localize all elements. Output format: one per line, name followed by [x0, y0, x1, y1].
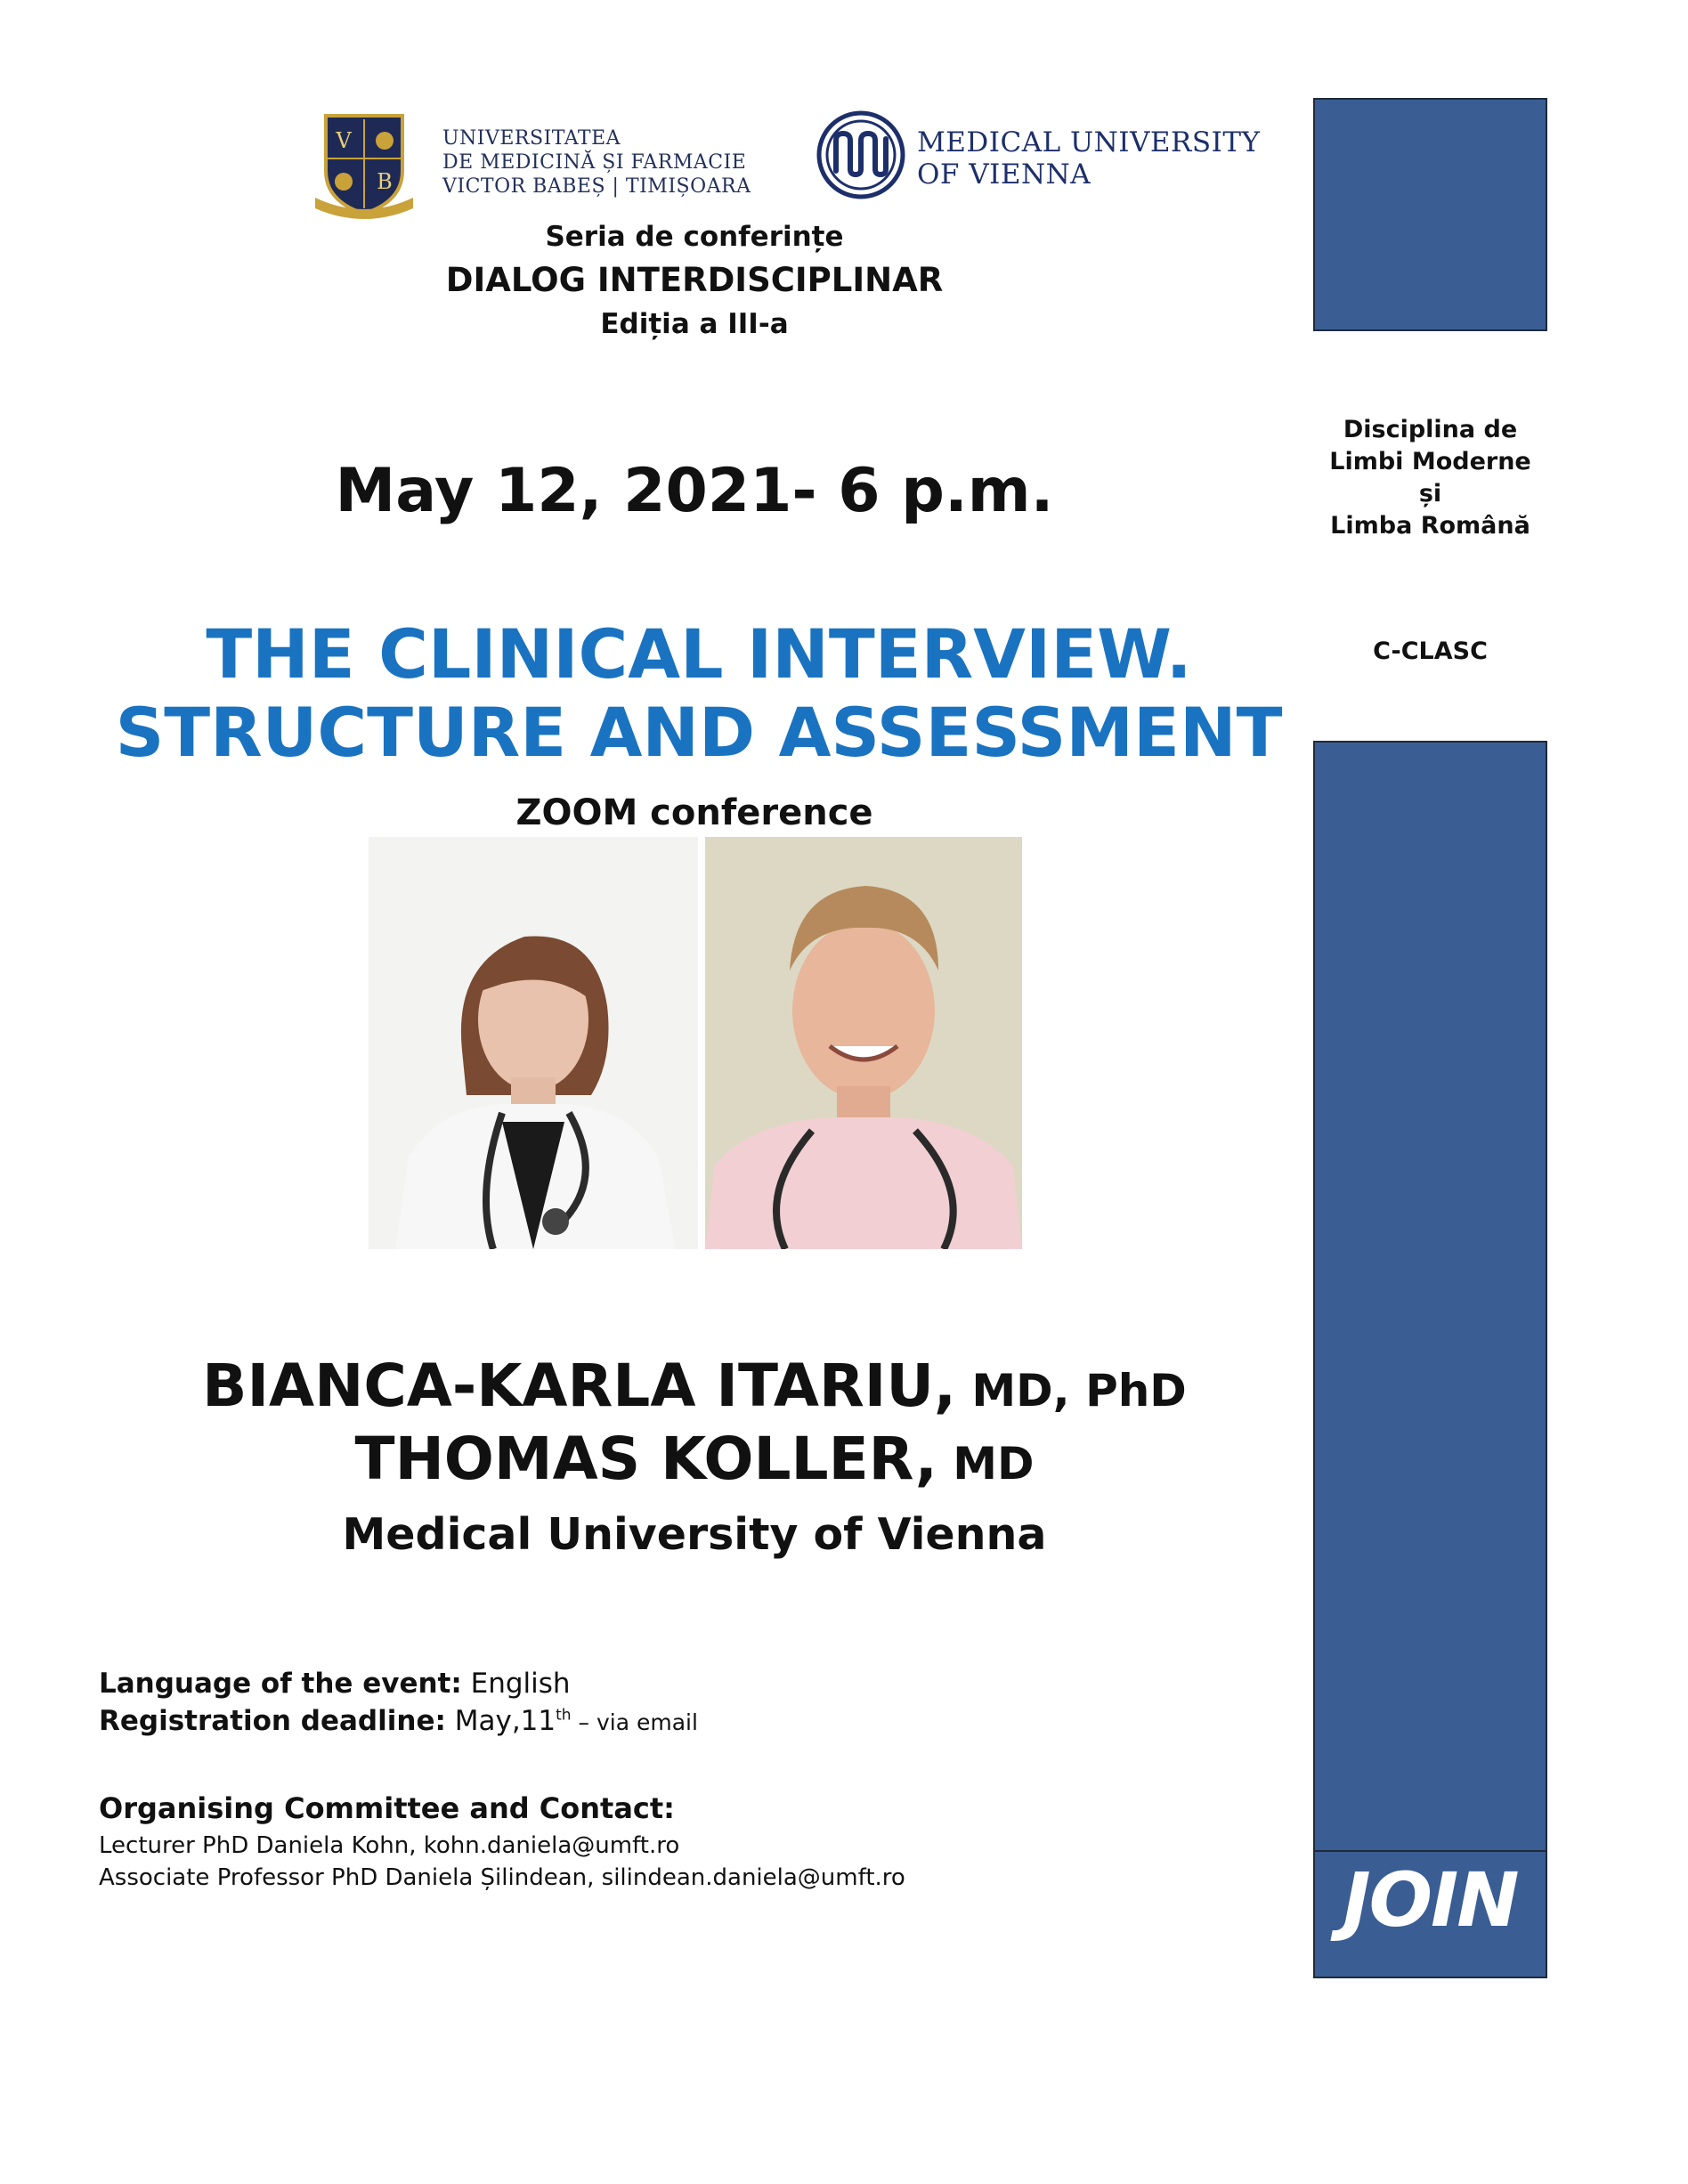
umf-line-2: DE MEDICINĂ ȘI FARMACIE	[442, 151, 747, 174]
series-label: Seria de conferințe	[545, 221, 844, 253]
organising-title: Organising Committee and Contact:	[99, 1791, 675, 1825]
speaker-1-name: BIANCA-KARLA ITARIU,	[202, 1352, 956, 1420]
umf-crest-logo	[308, 109, 420, 221]
deadline-label: Registration deadline:	[99, 1705, 446, 1737]
speaker-photo-1	[369, 837, 698, 1249]
deadline-suffix: th	[556, 1706, 572, 1725]
sidebar-main-block	[1313, 741, 1547, 1978]
language-label: Language of the event:	[99, 1668, 462, 1700]
series-name: DIALOG INTERDISCIPLINAR	[445, 261, 944, 299]
speaker-2-degree: MD	[937, 1438, 1035, 1490]
c-clasc-tag: C-CLASC	[1373, 637, 1488, 665]
event-title-line-1: THE CLINICAL INTERVIEW.	[206, 614, 1192, 694]
discipline-label	[1313, 414, 1547, 542]
muv-line-1: MEDICAL UNIVERSITY	[917, 126, 1261, 158]
muv-line-2: OF VIENNA	[917, 158, 1092, 191]
language-value: English	[461, 1668, 571, 1700]
contact-2: Associate Professor PhD Daniela Șilindean, silindean.daniela@umft.ro	[99, 1864, 905, 1891]
speaker-2	[142, 1425, 1246, 1493]
language-info	[99, 1668, 571, 1700]
registration-info	[99, 1705, 698, 1737]
event-date: May 12, 2021- 6 p.m.	[335, 456, 1054, 526]
muv-logo	[816, 110, 905, 199]
sidebar-top-block	[1313, 98, 1547, 331]
crest-letter-v: V	[336, 128, 352, 153]
sidebar-divider	[1313, 1850, 1547, 1852]
umf-line-1: UNIVERSITATEA	[442, 127, 621, 150]
event-title-line-2: STRUCTURE AND ASSESSMENT	[115, 693, 1283, 772]
speaker-1	[142, 1352, 1246, 1420]
discipline-line-1: Disciplina de	[1343, 416, 1518, 443]
muv-name	[917, 126, 1261, 191]
crest-letter-b: B	[377, 169, 393, 194]
event-format: ZOOM conference	[515, 792, 873, 833]
umf-name	[442, 126, 751, 199]
speaker-photo-2	[705, 837, 1022, 1249]
series-edition: Ediția a III-a	[600, 308, 789, 340]
discipline-line-4: Limba Română	[1330, 512, 1530, 540]
deadline-note: – via email	[571, 1709, 698, 1735]
speaker-1-degree: MD, PhD	[956, 1365, 1187, 1417]
deadline-value: May,11	[445, 1705, 556, 1737]
discipline-line-3: și	[1418, 480, 1442, 507]
contact-1: Lecturer PhD Daniela Kohn, kohn.daniela@umft.ro	[99, 1832, 680, 1859]
umf-line-3: VICTOR BABEȘ | TIMIȘOARA	[442, 175, 751, 198]
join-button[interactable]: JOIN	[1343, 1856, 1518, 1944]
speaker-affiliation: Medical University of Vienna	[342, 1509, 1047, 1560]
speaker-2-name: THOMAS KOLLER,	[354, 1425, 937, 1493]
discipline-line-2: Limbi Moderne	[1329, 448, 1531, 475]
